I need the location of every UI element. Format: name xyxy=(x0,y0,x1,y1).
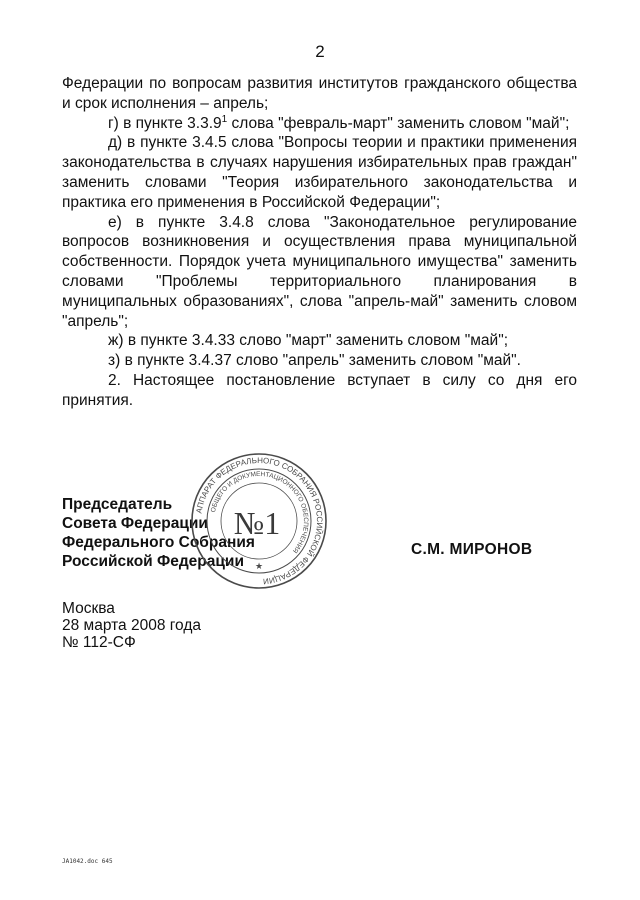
page-number: 2 xyxy=(315,42,325,61)
paragraph-item-g-pre: г) в пункте 3.3.9 xyxy=(108,114,222,132)
signature-title-line-2: Совета Федерации xyxy=(62,515,208,532)
paragraph-item-z: з) в пункте 3.4.37 слово "апрель" заменить словом "май". xyxy=(108,352,521,370)
stamp-inner-text: ОБЩЕГО И ДОКУМЕНТАЦИОННОГО ОБЕСПЕЧЕНИЯ xyxy=(209,470,310,555)
paragraph-1: Федерации по вопросам развития институтов гражданского общества и срок исполнения – апрель; xyxy=(62,75,577,112)
signature-title-line-3: Федерального Собрания xyxy=(62,534,255,551)
footnote-superscript: 1 xyxy=(221,113,228,125)
stamp-outer-text: АППАРАТ ФЕДЕРАЛЬНОГО СОБРАНИЯ РОССИЙСКОЙ ФЕДЕРАЦИИ xyxy=(194,455,325,586)
official-stamp xyxy=(189,451,329,591)
document-body xyxy=(62,74,577,411)
paragraph-item-e: е) в пункте 3.4.8 слова "Законодательное регулирование вопросов возникновения и осуществления права муниципальной собственности. Порядок учета муниципального имущества" заменить словами "Проблемы территориального планирования в муниципальных образованиях", слова "апрель-май" заменить словом "апрель"; xyxy=(62,213,577,330)
paragraph-item-d: д) в пункте 3.4.5 слова "Вопросы теории и практики применения законодательства в случаях нарушения избирательных прав граждан" заменить словами "Теория избирательного законодательства и практика его применения в Российской Федерации"; xyxy=(62,134,577,211)
paragraph-item-zh: ж) в пункте 3.4.33 слово "март" заменить словом "май"; xyxy=(108,332,509,350)
issue-date: 28 марта 2008 года xyxy=(62,617,202,634)
issue-city: Москва xyxy=(62,600,115,617)
paragraph-item-g-post: слова "февраль-март" заменить словом "май"; xyxy=(227,114,570,132)
stamp-star-icon: ★ xyxy=(254,561,264,571)
signer-name: С.М. МИРОНОВ xyxy=(411,541,533,558)
signature-title-line-4: Российской Федерации xyxy=(62,553,244,570)
paragraph-item-g xyxy=(62,114,577,134)
issue-details xyxy=(62,600,201,651)
issue-number: № 112-СФ xyxy=(62,634,136,651)
stamp-number: №1 xyxy=(233,505,281,541)
signature-title-line-1: Председатель xyxy=(62,496,173,513)
paragraph-2: 2. Настоящее постановление вступает в силу со дня его принятия. xyxy=(62,371,577,409)
footer-file-code: JA1042.doc 645 xyxy=(62,858,113,865)
